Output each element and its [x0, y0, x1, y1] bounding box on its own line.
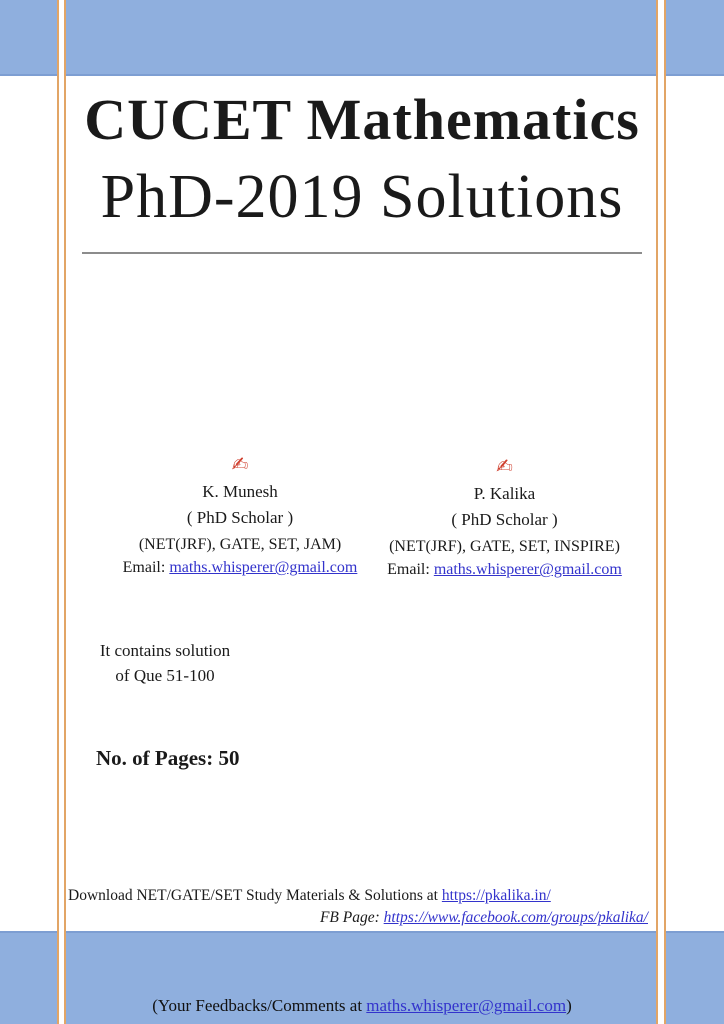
- feedback-note: [0, 996, 724, 1016]
- fb-note: [68, 908, 648, 927]
- facebook-group-link[interactable]: https://www.facebook.com/groups/pkalika/: [383, 909, 648, 926]
- left-accent-border-outer: [57, 0, 59, 1024]
- page-count: No. of Pages: 50: [96, 746, 240, 770]
- download-note: [68, 886, 648, 905]
- right-accent-border-inner: [656, 0, 658, 1024]
- title-line-2: PhD-2019 Solutions: [100, 163, 624, 231]
- writing-hand-icon: ✍: [231, 452, 249, 476]
- top-banner: [0, 0, 724, 76]
- writing-hand-icon: ✍: [496, 454, 513, 478]
- feedback-suffix: ): [566, 996, 572, 1015]
- email-label: Email:: [387, 561, 434, 579]
- contents-note: [85, 638, 245, 688]
- fb-label: FB Page:: [319, 909, 384, 926]
- author-role: ( PhD Scholar ): [186, 507, 294, 527]
- download-text: Download NET/GATE/SET Study Materials & Solutions at: [68, 887, 442, 904]
- left-accent-border-inner: [64, 0, 66, 1024]
- author-card-kalika: [372, 454, 637, 581]
- pkalika-link[interactable]: https://pkalika.in/: [441, 887, 551, 904]
- feedback-prefix: (Your Feedbacks/Comments at: [152, 996, 367, 1015]
- author-name: P. Kalika: [473, 484, 536, 503]
- author-qualifications: (NET(JRF), GATE, SET, JAM): [138, 535, 342, 553]
- author-email-link[interactable]: maths.whisperer@gmail.com: [433, 561, 622, 579]
- author-name: K. Munesh: [202, 482, 278, 501]
- author-email-link[interactable]: maths.whisperer@gmail.com: [169, 559, 358, 577]
- page-title: [66, 88, 658, 232]
- contents-note-line-2: of Que 51-100: [115, 666, 215, 685]
- author-role: ( PhD Scholar ): [451, 509, 558, 529]
- author-card-munesh: [105, 452, 375, 579]
- title-divider: [82, 252, 642, 254]
- title-line-1: CUCET Mathematics: [84, 87, 640, 152]
- right-accent-border-outer: [664, 0, 666, 1024]
- author-email-row: [372, 559, 637, 581]
- resource-links: [68, 886, 648, 927]
- contents-note-line-1: It contains solution: [99, 641, 231, 660]
- author-qualifications: (NET(JRF), GATE, SET, INSPIRE): [389, 537, 620, 555]
- feedback-email-link[interactable]: maths.whisperer@gmail.com: [366, 996, 567, 1015]
- email-label: Email:: [122, 559, 170, 577]
- author-email-row: [105, 557, 375, 579]
